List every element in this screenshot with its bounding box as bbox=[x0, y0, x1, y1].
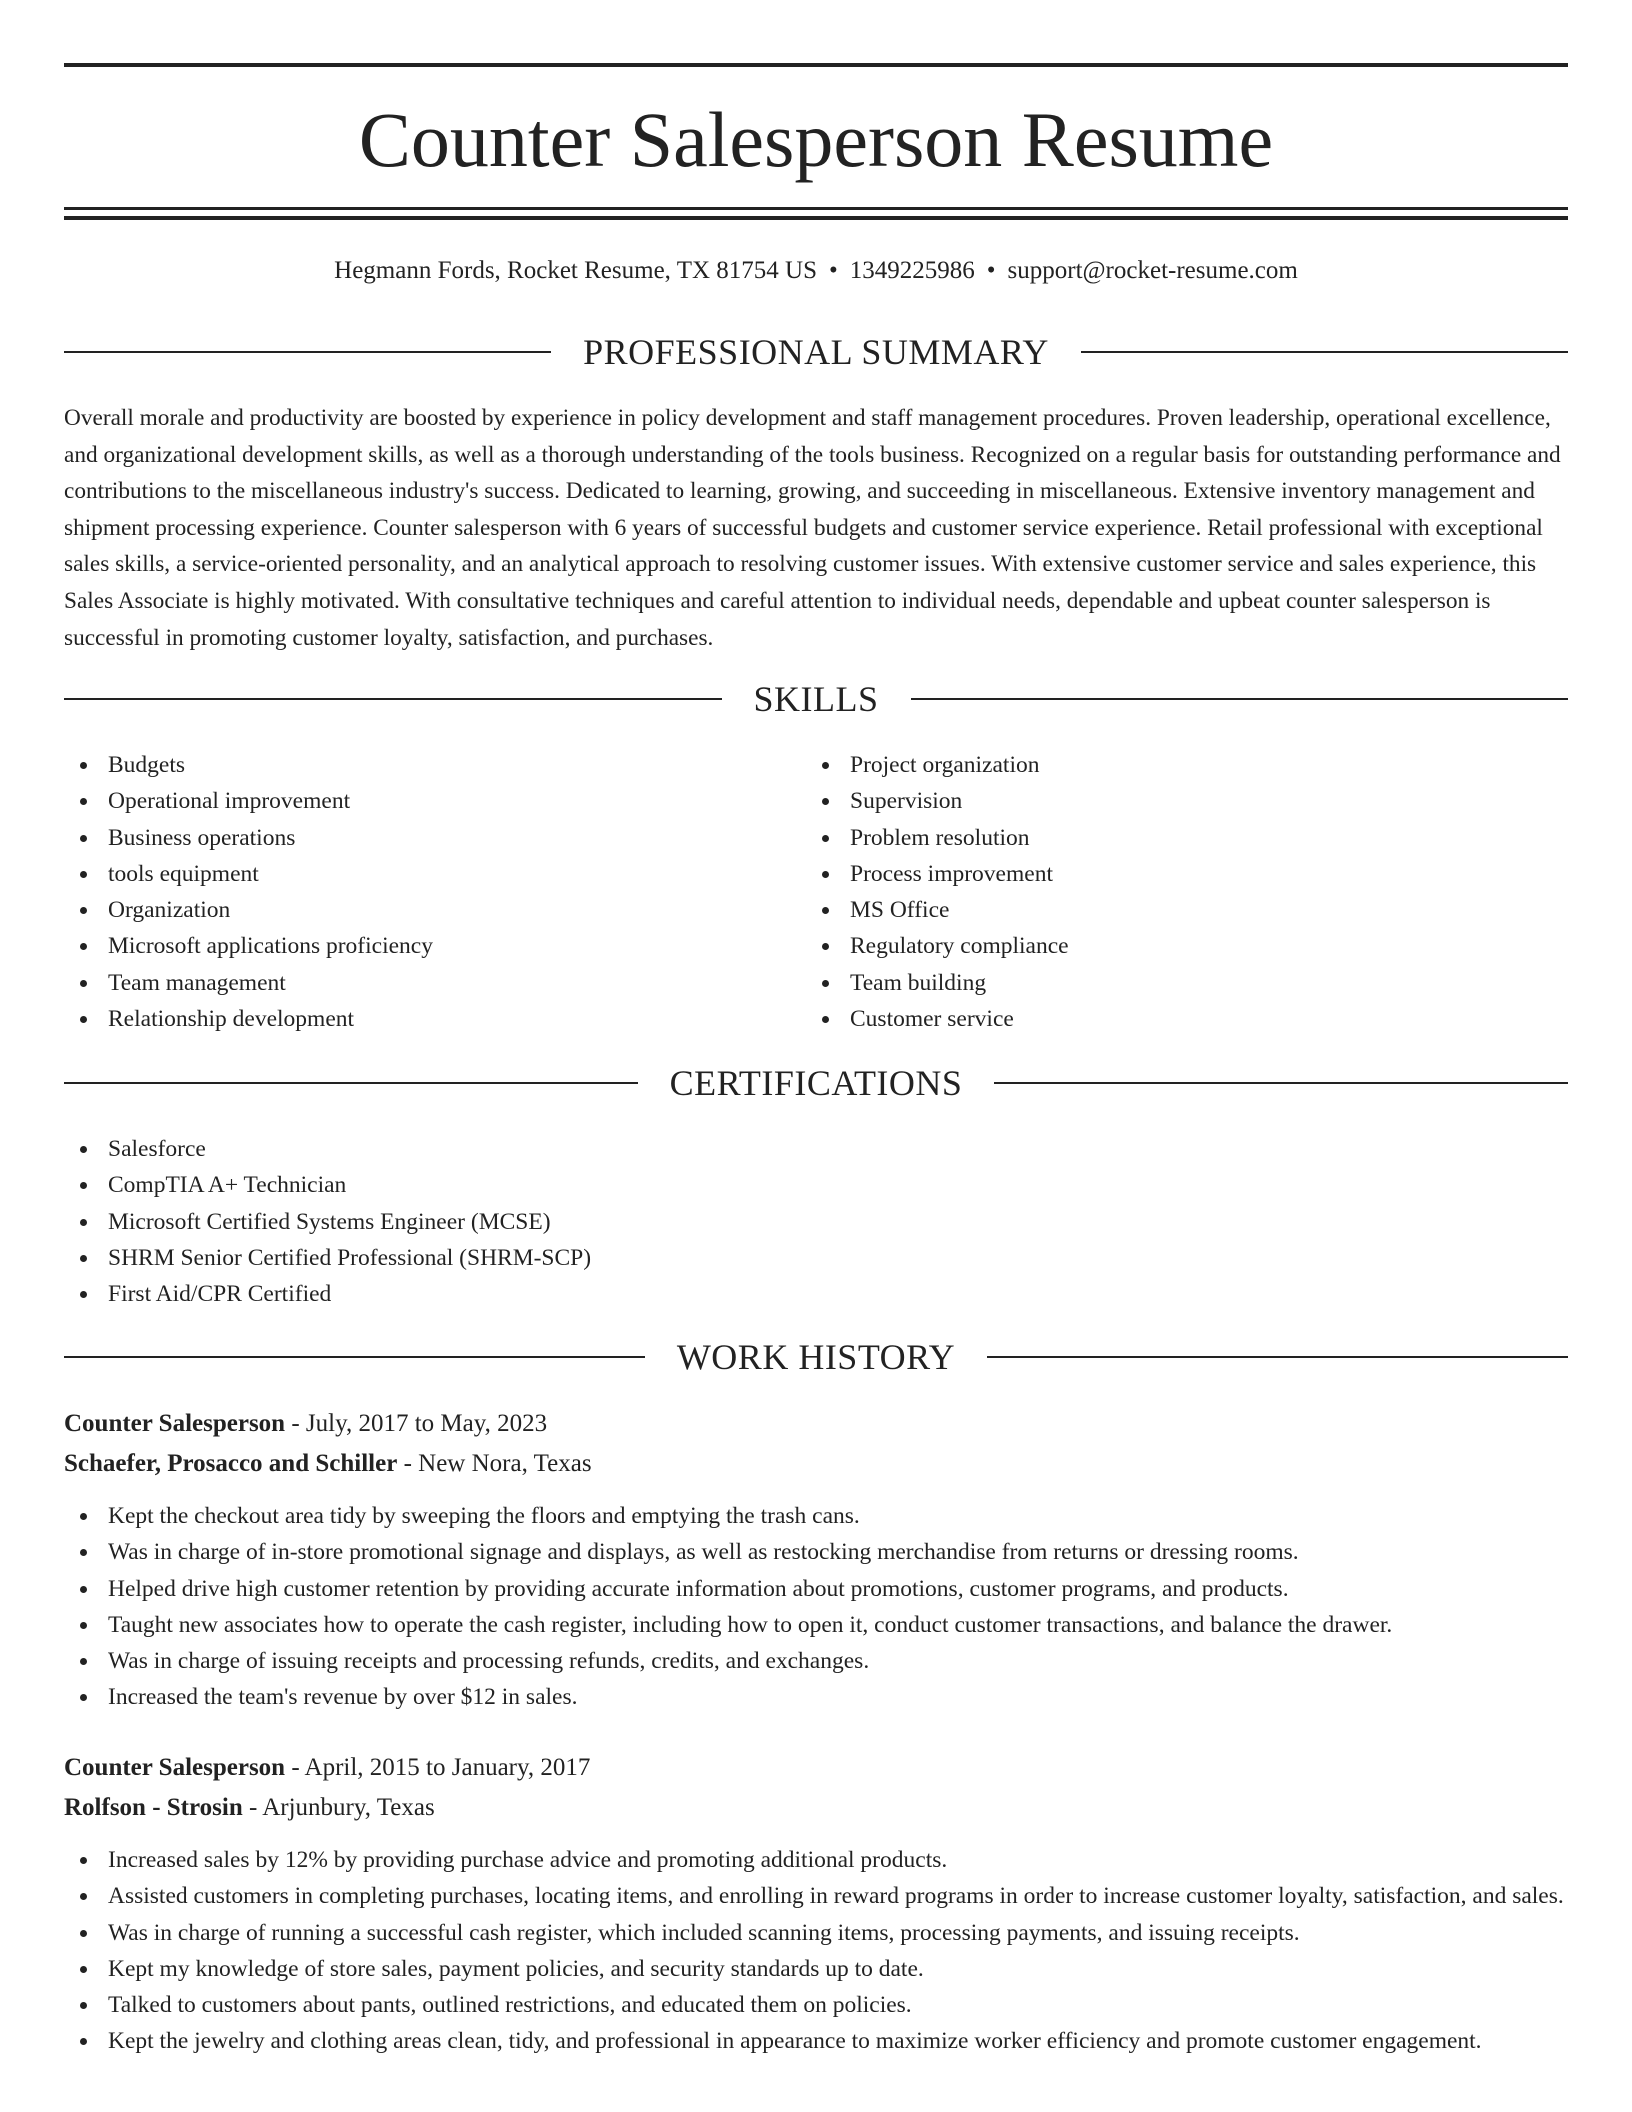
title-double-rule bbox=[64, 207, 1568, 220]
heading-rule bbox=[1081, 351, 1568, 353]
job-bullet-item: Helped drive high customer retention by providing accurate information about promotions, customer programs, and products. bbox=[64, 1571, 1568, 1607]
skill-item: Project organization bbox=[806, 747, 1566, 783]
section-heading-label: WORK HISTORY bbox=[676, 1337, 956, 1377]
job-bullet-item: Was in charge of in-store promotional signage and displays, as well as restocking merchandise from returns or dressing rooms. bbox=[64, 1534, 1568, 1570]
contact-separator: • bbox=[829, 257, 838, 284]
job-company-line bbox=[64, 1790, 1568, 1826]
skill-item: MS Office bbox=[806, 892, 1566, 928]
job-title-line bbox=[64, 1406, 1568, 1442]
contact-line bbox=[64, 254, 1568, 288]
section-heading-label: PROFESSIONAL SUMMARY bbox=[583, 332, 1049, 372]
skill-item: Organization bbox=[64, 892, 804, 928]
job-bullet-item: Talked to customers about pants, outlined restrictions, and educated them on policies. bbox=[64, 1987, 1572, 2023]
certification-item: CompTIA A+ Technician bbox=[64, 1167, 1064, 1203]
job-bullet-item: Increased the team's revenue by over $12 in sales. bbox=[64, 1679, 1568, 1715]
heading-rule bbox=[64, 698, 722, 700]
professional-summary-text: Overall morale and productivity are boosted by experience in policy development and staff management procedures. Proven leadership, operational excellence, and organizational development skills, as well as a thorough understanding of the tools business. Recognized on a regular basis for outstanding performance and contributions to the miscellaneous industry's success. Dedicated to learning, growing, and succeeding in miscellaneous. Extensive inventory management and shipment processing experience. Counter salesperson with 6 years of successful budgets and customer service experience. Retail professional with exceptional sales skills, a service-oriented personality, and an analytical approach to resolving customer issues. With extensive customer service and sales experience, this Sales Associate is highly motivated. With consultative techniques and careful attention to individual needs, dependable and upbeat counter salesperson is successful in promoting customer loyalty, satisfaction, and purchases. bbox=[64, 405, 1561, 651]
skill-item: Supervision bbox=[806, 783, 1566, 819]
resume-title: Counter Salesperson Resume bbox=[358, 96, 1274, 183]
skills-list-right bbox=[806, 747, 1566, 1037]
certification-item: SHRM Senior Certified Professional (SHRM-SCP) bbox=[64, 1240, 1064, 1276]
job-company: Rolfson - Strosin bbox=[64, 1794, 243, 1821]
heading-rule bbox=[64, 1082, 638, 1084]
heading-rule bbox=[994, 1082, 1568, 1084]
skill-item: Business operations bbox=[64, 820, 804, 856]
contact-address: Hegmann Fords, Rocket Resume, TX 81754 US bbox=[334, 257, 817, 284]
contact-phone: 1349225986 bbox=[849, 257, 975, 284]
job-bullet-item: Increased sales by 12% by providing purchase advice and promoting additional products. bbox=[64, 1842, 1572, 1878]
job-title-line bbox=[64, 1750, 1568, 1786]
job-company-line bbox=[64, 1446, 1568, 1482]
skill-item: Customer service bbox=[806, 1001, 1566, 1037]
job-bullet-item: Taught new associates how to operate the cash register, including how to open it, conduct customer transactions, and balance the drawer. bbox=[64, 1607, 1568, 1643]
certification-item: First Aid/CPR Certified bbox=[64, 1276, 1064, 1312]
job-title: Counter Salesperson bbox=[64, 1754, 286, 1781]
job-location: - Arjunbury, Texas bbox=[249, 1794, 435, 1821]
heading-rule bbox=[64, 351, 551, 353]
job-dates: - July, 2017 to May, 2023 bbox=[291, 1410, 548, 1437]
section-heading-label: SKILLS bbox=[753, 679, 879, 719]
section-heading-label: CERTIFICATIONS bbox=[669, 1063, 963, 1103]
job-bullets bbox=[64, 1498, 1568, 1716]
job-bullet-item: Kept the jewelry and clothing areas clean, tidy, and professional in appearance to maximize worker efficiency and promote customer engagement. bbox=[64, 2023, 1572, 2059]
certification-item: Microsoft Certified Systems Engineer (MCSE) bbox=[64, 1204, 1064, 1240]
skill-item: tools equipment bbox=[64, 856, 804, 892]
skill-item: Process improvement bbox=[806, 856, 1566, 892]
skill-item: Team building bbox=[806, 965, 1566, 1001]
contact-separator: • bbox=[986, 257, 996, 284]
job-location: - New Nora, Texas bbox=[403, 1450, 592, 1477]
heading-rule bbox=[64, 1356, 645, 1358]
job-bullets bbox=[64, 1842, 1572, 2060]
section-heading-summary bbox=[64, 330, 1568, 374]
skill-item: Regulatory compliance bbox=[806, 928, 1566, 964]
job-title: Counter Salesperson bbox=[64, 1410, 286, 1437]
heading-rule bbox=[911, 698, 1569, 700]
section-heading-certifications bbox=[64, 1061, 1568, 1105]
skill-item: Relationship development bbox=[64, 1001, 804, 1037]
skill-item: Operational improvement bbox=[64, 783, 804, 819]
job-company: Schaefer, Prosacco and Schiller bbox=[64, 1450, 398, 1477]
job-bullet-item: Was in charge of issuing receipts and processing refunds, credits, and exchanges. bbox=[64, 1643, 1568, 1679]
section-heading-skills bbox=[64, 677, 1568, 721]
job-bullet-item: Kept the checkout area tidy by sweeping the floors and emptying the trash cans. bbox=[64, 1498, 1568, 1534]
skill-item: Problem resolution bbox=[806, 820, 1566, 856]
skill-item: Microsoft applications proficiency bbox=[64, 928, 804, 964]
contact-email: support@rocket-resume.com bbox=[1007, 257, 1298, 284]
job-bullet-item: Assisted customers in completing purchases, locating items, and enrolling in reward programs in order to increase customer loyalty, satisfaction, and sales. bbox=[64, 1878, 1572, 1914]
skills-list-left bbox=[64, 747, 804, 1037]
certification-item: Salesforce bbox=[64, 1131, 1064, 1167]
job-bullet-item: Was in charge of running a successful cash register, which included scanning items, processing payments, and issuing receipts. bbox=[64, 1915, 1572, 1951]
heading-rule bbox=[987, 1356, 1568, 1358]
section-heading-work-history bbox=[64, 1335, 1568, 1379]
skill-item: Team management bbox=[64, 965, 804, 1001]
top-rule bbox=[64, 63, 1568, 67]
job-bullet-item: Kept my knowledge of store sales, payment policies, and security standards up to date. bbox=[64, 1951, 1572, 1987]
skill-item: Budgets bbox=[64, 747, 804, 783]
certifications-list bbox=[64, 1131, 1064, 1312]
job-dates: - April, 2015 to January, 2017 bbox=[291, 1754, 591, 1781]
